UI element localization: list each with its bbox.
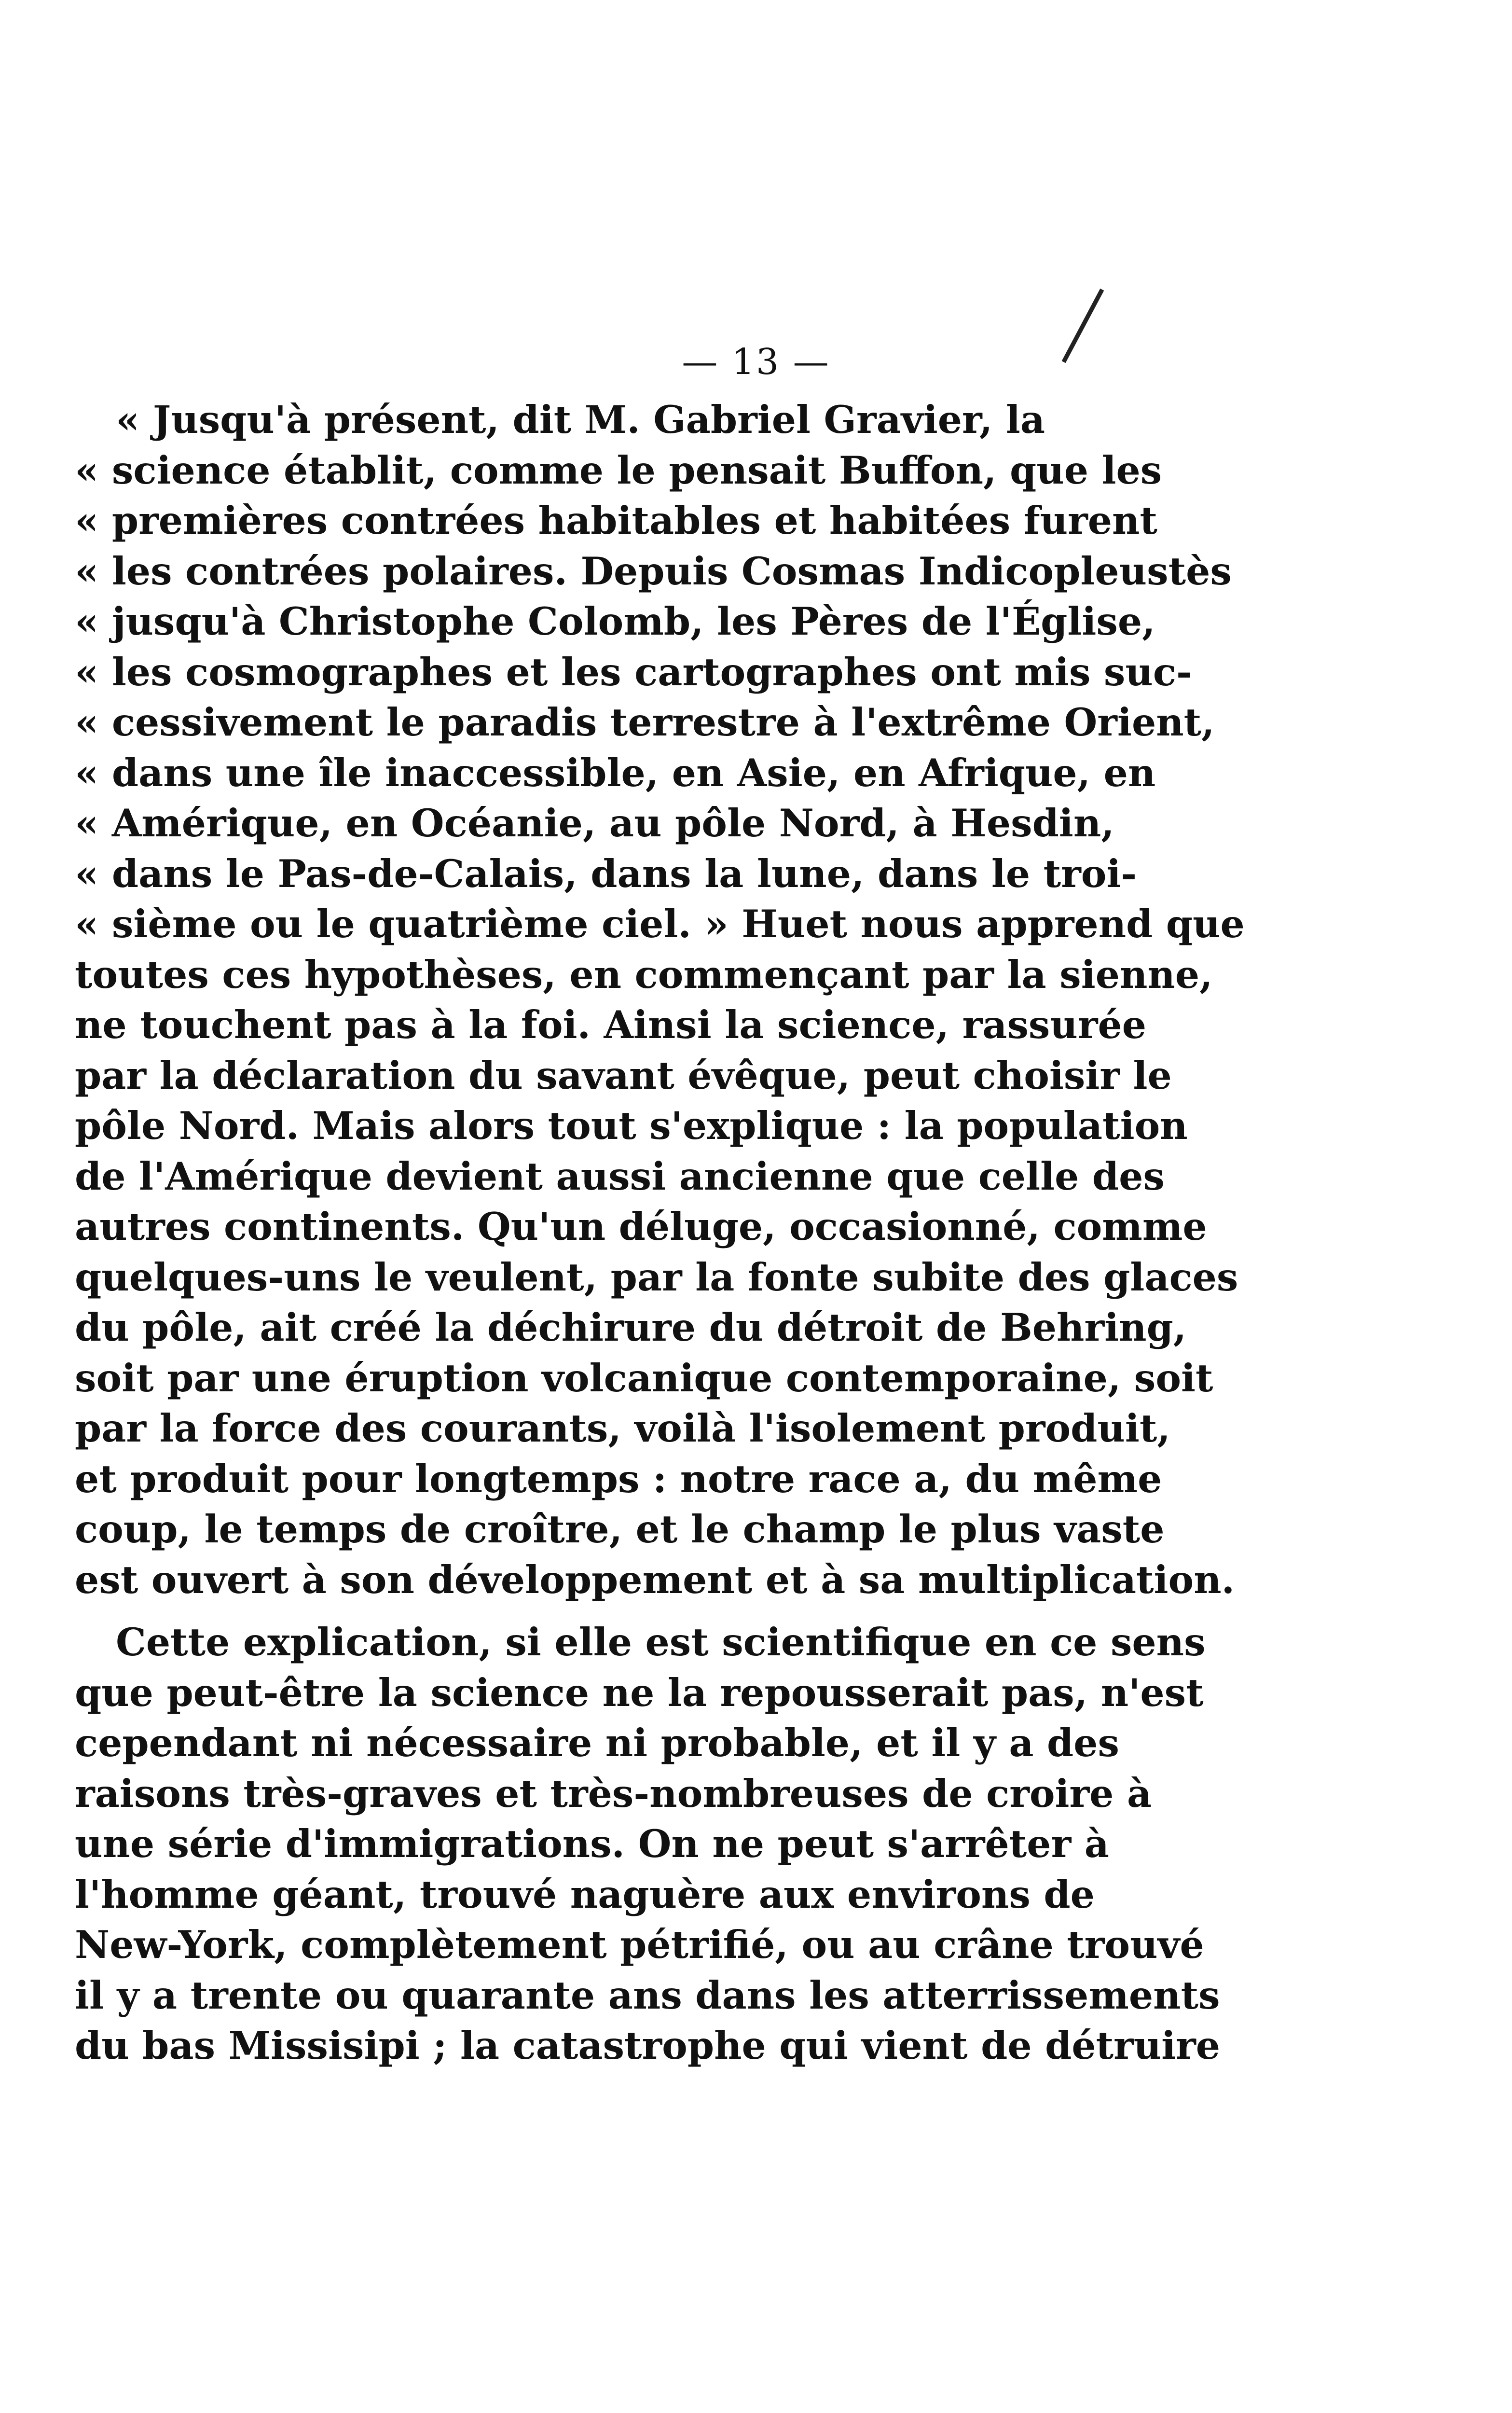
text-line: quelques-uns le veulent, par la fonte subite des glaces bbox=[75, 1254, 1238, 1300]
text-line: toutes ces hypothèses, en commençant par la sienne, bbox=[75, 952, 1213, 997]
text-line: « premières contrées habitables et habitées furent bbox=[75, 498, 1157, 543]
text-line: il y a trente ou quarante ans dans les atterrissements bbox=[75, 1972, 1220, 2018]
text-line: une série d'immigrations. On ne peut s'arrêter à bbox=[75, 1821, 1109, 1866]
text-line: « les contrées polaires. Depuis Cosmas Indicopleustès bbox=[75, 548, 1232, 594]
text-line: autres continents. Qu'un déluge, occasionné, comme bbox=[75, 1204, 1207, 1249]
text-line: que peut-être la science ne la repousserait pas, n'est bbox=[75, 1670, 1204, 1715]
text-line: « sième ou le quatrième ciel. » Huet nous apprend que bbox=[75, 901, 1245, 946]
text-line: raisons très-graves et très-nombreuses de croire à bbox=[75, 1771, 1152, 1816]
text-line: Cette explication, si elle est scientifique en ce sens bbox=[116, 1620, 1206, 1664]
text-line: l'homme géant, trouvé naguère aux environs de bbox=[75, 1872, 1095, 1917]
text-line: « les cosmographes et les cartographes ont mis suc- bbox=[75, 649, 1192, 694]
text-line: New-York, complètement pétrifié, ou au crâne trouvé bbox=[75, 1922, 1204, 1967]
text-line: coup, le temps de croître, et le champ le plus vaste bbox=[75, 1507, 1165, 1552]
text-line: du bas Missisipi ; la catastrophe qui vient de détruire bbox=[75, 2023, 1221, 2068]
text-line: « dans le Pas-de-Calais, dans la lune, dans le troi- bbox=[75, 851, 1137, 896]
text-line: « Jusqu'à présent, dit M. Gabriel Gravier, la bbox=[116, 397, 1045, 442]
text-line: par la déclaration du savant évêque, peut choisir le bbox=[75, 1053, 1172, 1098]
text-line: est ouvert à son développement et à sa multiplication. bbox=[75, 1557, 1235, 1602]
page-number: — 13 — bbox=[682, 341, 830, 383]
text-line: du pôle, ait créé la déchirure du détroit de Behring, bbox=[75, 1305, 1187, 1350]
text-line: cependant ni nécessaire ni probable, et il y a des bbox=[75, 1720, 1120, 1765]
text-line: ne touchent pas à la foi. Ainsi la science, rassurée bbox=[75, 1002, 1146, 1047]
text-line: « Amérique, en Océanie, au pôle Nord, à Hesdin, bbox=[75, 801, 1114, 846]
text-line: pôle Nord. Mais alors tout s'explique : la population bbox=[75, 1103, 1188, 1148]
text-line: « science établit, comme le pensait Buffon, que les bbox=[75, 447, 1162, 493]
text-line: « jusqu'à Christophe Colomb, les Pères de l'Église, bbox=[75, 599, 1155, 644]
text-line: « dans une île inaccessible, en Asie, en Afrique, en bbox=[75, 750, 1156, 795]
text-line: par la force des courants, voilà l'isolement produit, bbox=[75, 1406, 1170, 1451]
text-line: de l'Amérique devient aussi ancienne que celle des bbox=[75, 1153, 1165, 1199]
text-line: « cessivement le paradis terrestre à l'extrême Orient, bbox=[75, 700, 1215, 745]
text-line: et produit pour longtemps : notre race a, du même bbox=[75, 1456, 1162, 1501]
text-line: soit par une éruption volcanique contemporaine, soit bbox=[75, 1355, 1213, 1401]
